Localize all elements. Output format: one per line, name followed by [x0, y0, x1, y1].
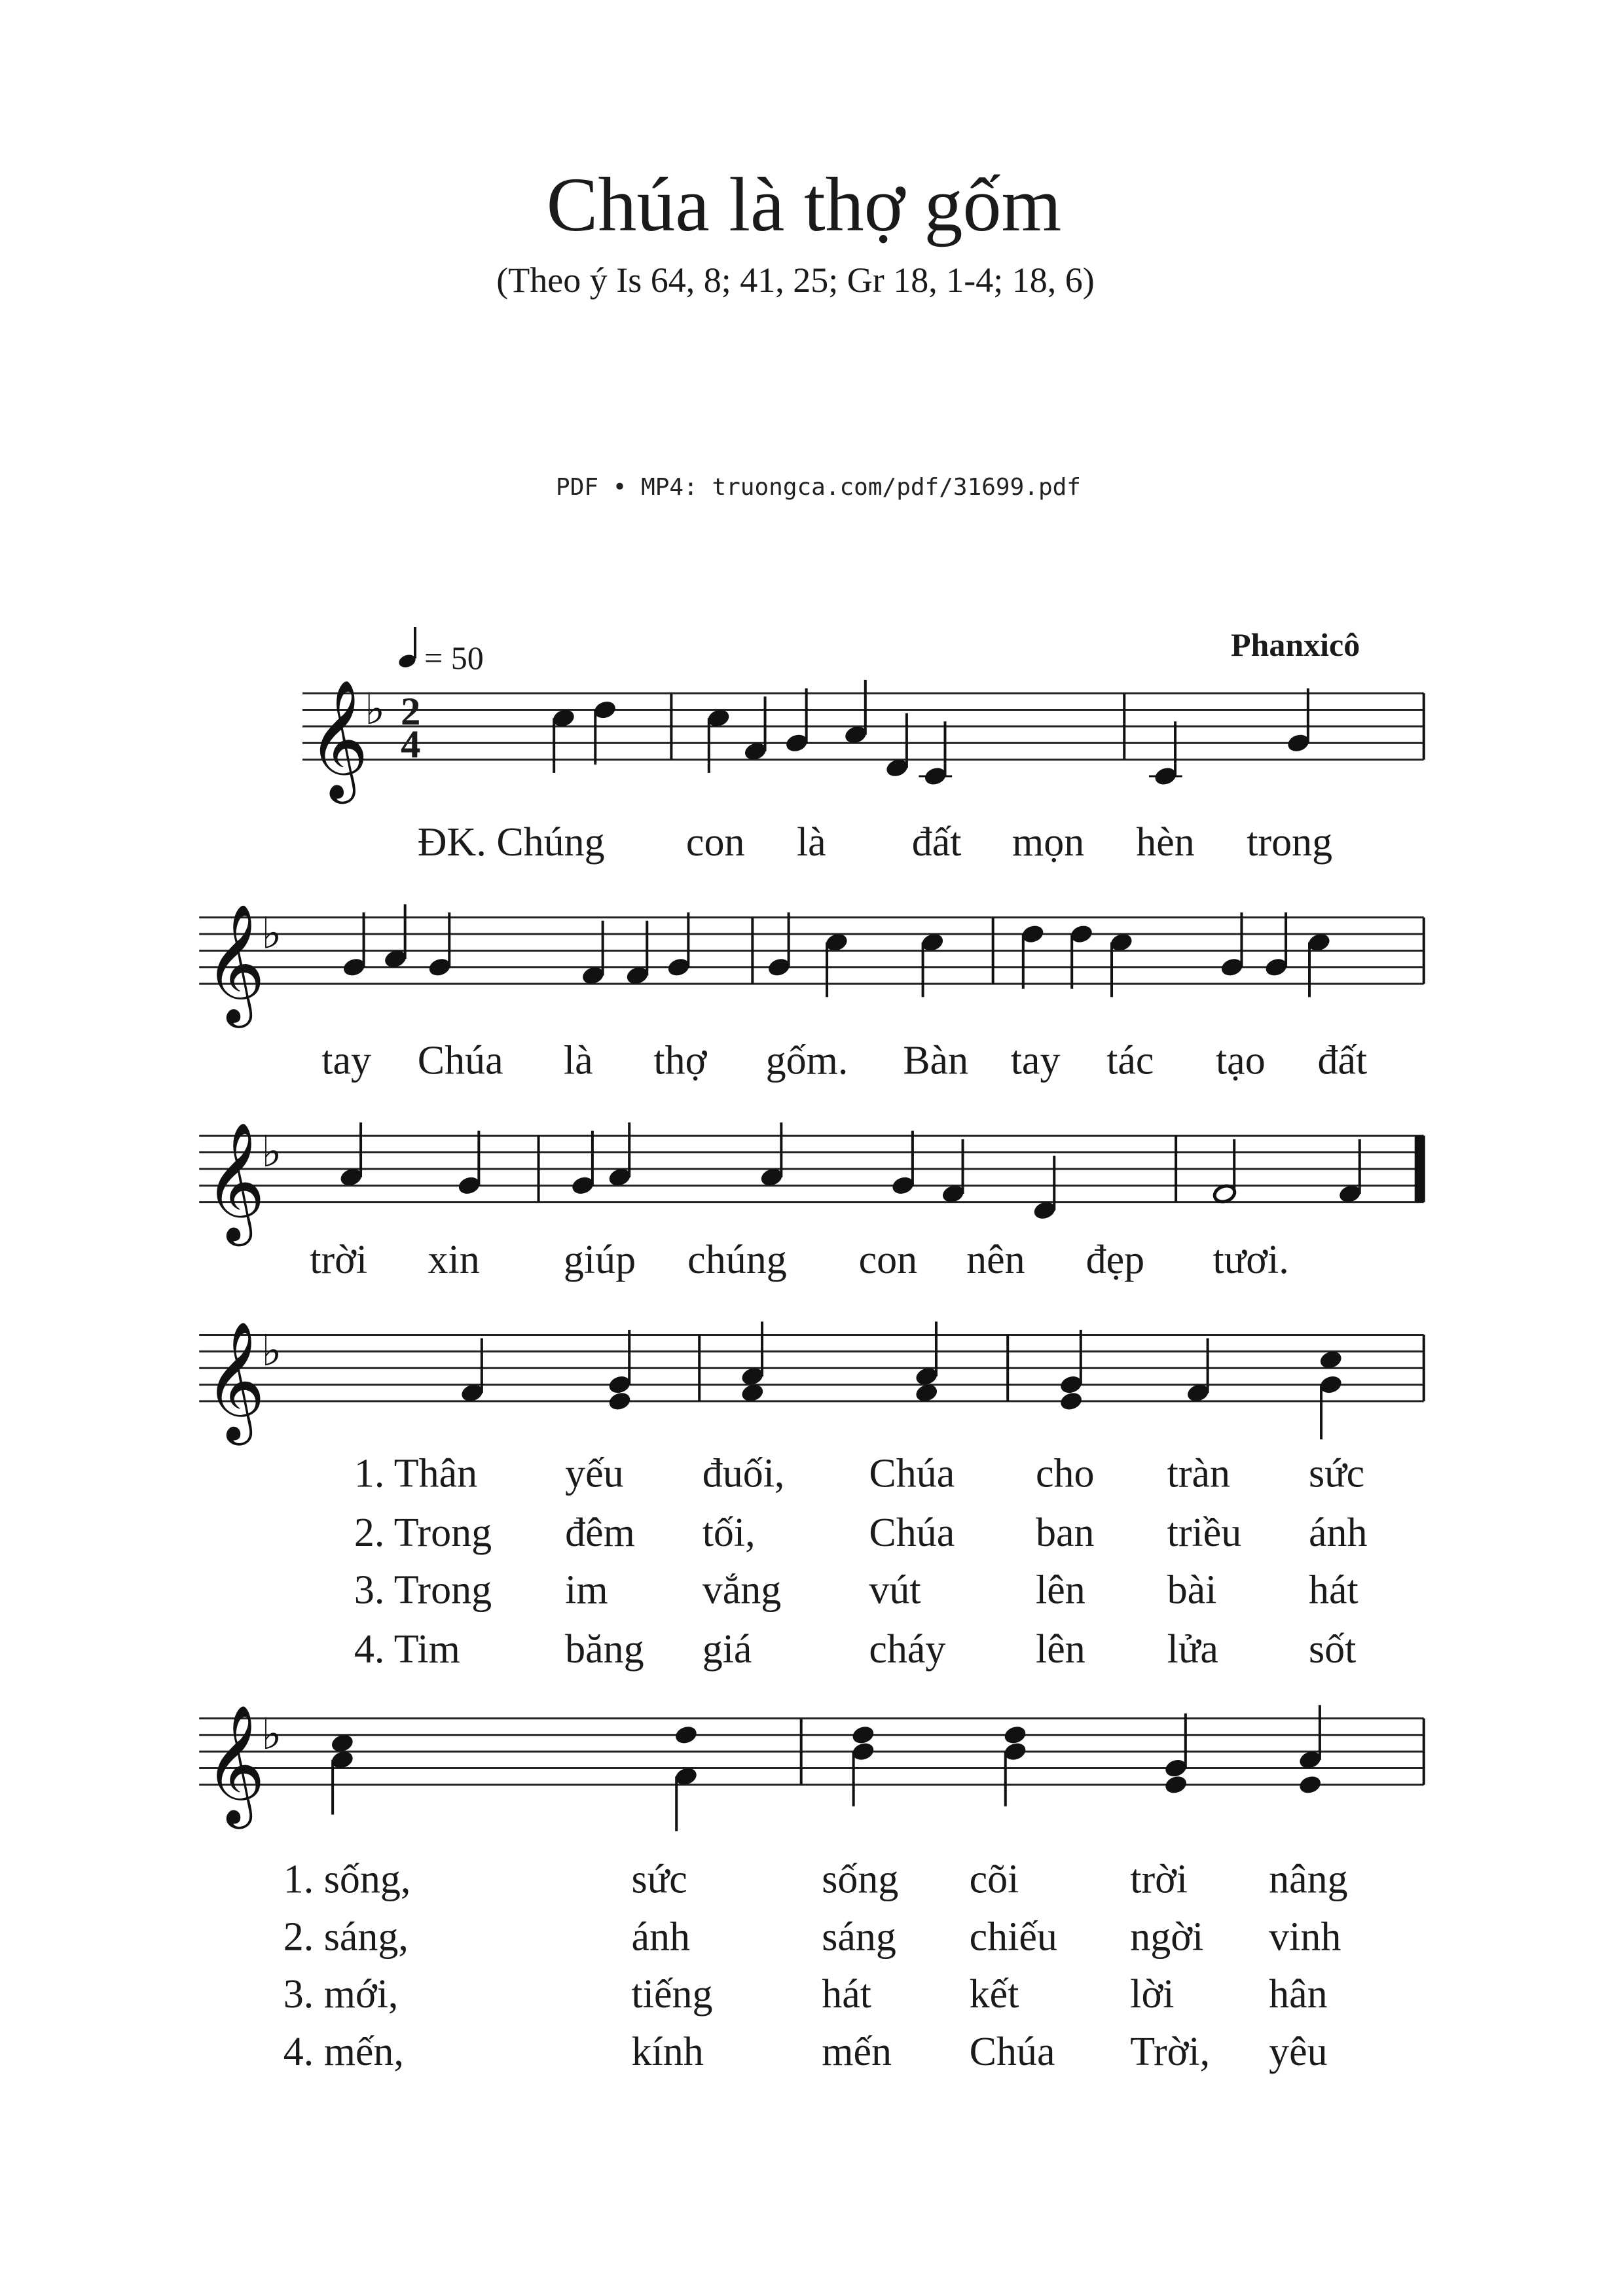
- note: [921, 932, 945, 997]
- note: [460, 1338, 484, 1404]
- lyric-word: đất: [911, 820, 962, 865]
- treble-clef-icon: 𝄞: [204, 1704, 266, 1824]
- lyric-word: tay: [321, 1038, 372, 1083]
- key-signature-flat-icon: ♭: [261, 1126, 282, 1177]
- lyric-word: sốt: [1308, 1626, 1357, 1672]
- lyric-word: giá: [702, 1626, 752, 1672]
- note: [1109, 932, 1133, 997]
- staff: [199, 1321, 1423, 1446]
- lyric-word: Chúa: [969, 2030, 1055, 2075]
- lyric-word: lời: [1130, 1972, 1175, 2017]
- lyric-word: vắng: [702, 1568, 782, 1613]
- lyric-word: sáng: [822, 1914, 896, 1960]
- lyric-word: 3. Trong: [354, 1568, 492, 1613]
- lyric-word: chúng: [687, 1237, 787, 1282]
- lyric-word: tràn: [1167, 1451, 1230, 1496]
- lyric-word: tạo: [1215, 1038, 1266, 1083]
- lyric-word: Trời,: [1130, 2030, 1211, 2075]
- lyric-word: 3. mới,: [283, 1972, 399, 2017]
- key-signature-flat-icon: ♭: [261, 1709, 282, 1760]
- note: [1338, 1139, 1362, 1204]
- note: [706, 708, 731, 773]
- lyric-word: 4. Tim: [354, 1626, 460, 1672]
- note: [666, 912, 691, 978]
- lyric-word: lên: [1036, 1568, 1085, 1613]
- time-signature-bottom: 4: [400, 723, 421, 767]
- note: [1307, 932, 1331, 997]
- lyric-word: cháy: [869, 1626, 946, 1672]
- note: [824, 932, 848, 997]
- lyric-word: ngời: [1130, 1914, 1204, 1960]
- treble-clef-icon: 𝄞: [204, 903, 266, 1024]
- note: [457, 1131, 481, 1196]
- note: [1186, 1338, 1210, 1404]
- lyric-word: tiếng: [631, 1972, 713, 2017]
- note: [784, 689, 809, 754]
- tempo-marking: [397, 627, 484, 676]
- note: [1220, 912, 1244, 978]
- lyric-word: 4. mến,: [283, 2030, 404, 2075]
- lyric-word: ban: [1036, 1510, 1095, 1555]
- key-signature-flat-icon: ♭: [261, 908, 282, 959]
- treble-clef-icon: 𝄞: [204, 1320, 266, 1441]
- treble-clef-icon: 𝄞: [204, 1121, 266, 1242]
- note: [428, 912, 452, 978]
- note: [1264, 912, 1288, 978]
- lyric-word: yêu: [1269, 2030, 1328, 2075]
- staff: [199, 903, 1423, 1028]
- lyric-word: Chúa: [869, 1451, 955, 1496]
- note: [608, 1122, 632, 1188]
- note: [551, 708, 575, 773]
- note-head: [1059, 1391, 1083, 1412]
- lyric-word: kính: [631, 2030, 704, 2075]
- lyric-word: sống: [822, 1857, 899, 1902]
- lyric-word: mọn: [1012, 820, 1085, 865]
- note: [1003, 1725, 1027, 1806]
- lyric-word: tác: [1106, 1038, 1154, 1083]
- song-subtitle: (Theo ý Is 64, 8; 41, 25; Gr 18, 1-4; 18, 6): [496, 260, 1095, 300]
- lyric-word: con: [858, 1237, 918, 1282]
- lyric-word: giúp: [563, 1237, 636, 1282]
- lyric-word: là: [563, 1038, 593, 1083]
- note-head: [674, 1725, 698, 1746]
- lyric-word: hèn: [1136, 820, 1195, 865]
- lyric-word: vinh: [1269, 1914, 1341, 1960]
- lyric-word: tươi.: [1213, 1237, 1289, 1282]
- note: [342, 912, 366, 978]
- lyric-word: cõi: [969, 1857, 1019, 1902]
- lyric-word: tối,: [702, 1510, 756, 1555]
- note: [330, 1732, 354, 1814]
- note-head: [1163, 1774, 1188, 1795]
- lyric-word: Chúa: [417, 1038, 503, 1083]
- final-bar-line: [1415, 1136, 1424, 1202]
- source-link[interactable]: PDF • MP4: truongca.com/pdf/31699.pdf: [556, 474, 1081, 501]
- note-head: [851, 1725, 875, 1746]
- note: [1021, 924, 1045, 989]
- lyric-word: đất: [1317, 1038, 1368, 1083]
- lyric-word: thợ: [653, 1038, 707, 1083]
- lyric-word: xin: [428, 1237, 480, 1282]
- lyric-word: 1. sống,: [283, 1857, 411, 1902]
- lyric-word: Chúa: [869, 1510, 955, 1555]
- note-head: [1003, 1725, 1027, 1746]
- note: [767, 912, 791, 978]
- note-head: [608, 1391, 632, 1412]
- lyric-word: chiếu: [969, 1914, 1057, 1960]
- note: [1059, 1330, 1083, 1412]
- lyric-word: 1. Thân: [354, 1451, 478, 1496]
- lyric-word: cho: [1036, 1451, 1095, 1496]
- note: [593, 699, 617, 764]
- note: [1149, 721, 1182, 787]
- lyric-word: triều: [1167, 1510, 1242, 1555]
- lyric-word: ĐK. Chúng: [417, 820, 605, 865]
- note: [1163, 1713, 1188, 1795]
- note: [743, 696, 767, 762]
- lyric-word: 2. sáng,: [283, 1914, 409, 1960]
- lyric-word: nâng: [1269, 1857, 1348, 1902]
- staff: [199, 1704, 1423, 1831]
- lyric-word: con: [685, 820, 745, 865]
- lyric-word: lửa: [1167, 1626, 1218, 1672]
- key-signature-flat-icon: ♭: [261, 1325, 282, 1376]
- lyric-word: trong: [1247, 820, 1333, 865]
- lyric-word: yếu: [565, 1451, 624, 1496]
- note: [383, 904, 407, 969]
- song-title: Chúa là thợ gốm: [546, 162, 1062, 247]
- note: [843, 680, 867, 745]
- lyric-word: im: [565, 1568, 608, 1613]
- staff: [199, 1122, 1423, 1247]
- composer: Phanxicô: [1231, 626, 1360, 663]
- lyric-word: đẹp: [1085, 1237, 1145, 1282]
- note: [581, 921, 605, 986]
- note: [851, 1725, 875, 1806]
- lyric-word: hát: [822, 1972, 872, 2017]
- note: [1069, 924, 1093, 989]
- lyric-word: sức: [631, 1857, 687, 1902]
- lyric-word: băng: [565, 1626, 644, 1672]
- treble-clef-icon: 𝄞: [307, 679, 369, 799]
- note: [1286, 689, 1310, 754]
- lyric-word: lên: [1036, 1626, 1085, 1672]
- lyrics: [283, 820, 1368, 2074]
- lyric-word: hân: [1269, 1972, 1328, 2017]
- lyric-word: trời: [310, 1237, 368, 1282]
- lyric-word: sức: [1308, 1451, 1365, 1496]
- lyric-word: Bàn: [903, 1038, 969, 1083]
- note: [759, 1122, 784, 1188]
- note-head: [1298, 1774, 1322, 1795]
- note: [1319, 1349, 1343, 1439]
- lyric-word: vút: [869, 1568, 921, 1613]
- note: [1032, 1156, 1057, 1221]
- lyric-word: tay: [1010, 1038, 1061, 1083]
- lyric-word: đuối,: [702, 1451, 785, 1496]
- note: [919, 721, 952, 787]
- note: [625, 921, 649, 986]
- time-signature-top: 2: [400, 689, 421, 734]
- key-signature-flat-icon: ♭: [364, 683, 386, 734]
- note: [885, 713, 909, 779]
- note: [941, 1139, 965, 1204]
- lyric-word: hát: [1308, 1568, 1359, 1613]
- note: [1213, 1139, 1237, 1204]
- lyric-word: 2. Trong: [354, 1510, 492, 1555]
- note: [570, 1131, 594, 1196]
- lyric-word: kết: [969, 1972, 1019, 2017]
- tempo-value: = 50: [424, 639, 484, 676]
- note: [339, 1122, 363, 1188]
- lyric-word: ánh: [1308, 1510, 1368, 1555]
- note: [608, 1330, 632, 1412]
- note: [674, 1725, 698, 1831]
- note: [891, 1131, 915, 1196]
- lyric-word: nên: [966, 1237, 1025, 1282]
- note: [740, 1321, 765, 1403]
- note: [915, 1321, 939, 1403]
- lyric-word: gốm.: [765, 1038, 848, 1083]
- lyric-word: trời: [1130, 1857, 1188, 1902]
- lyric-word: ánh: [631, 1914, 691, 1960]
- lyric-word: mến: [822, 2030, 892, 2075]
- lyric-word: bài: [1167, 1568, 1217, 1613]
- lyric-word: là: [796, 820, 826, 865]
- lyric-word: đêm: [565, 1510, 635, 1555]
- staff: [302, 679, 1424, 804]
